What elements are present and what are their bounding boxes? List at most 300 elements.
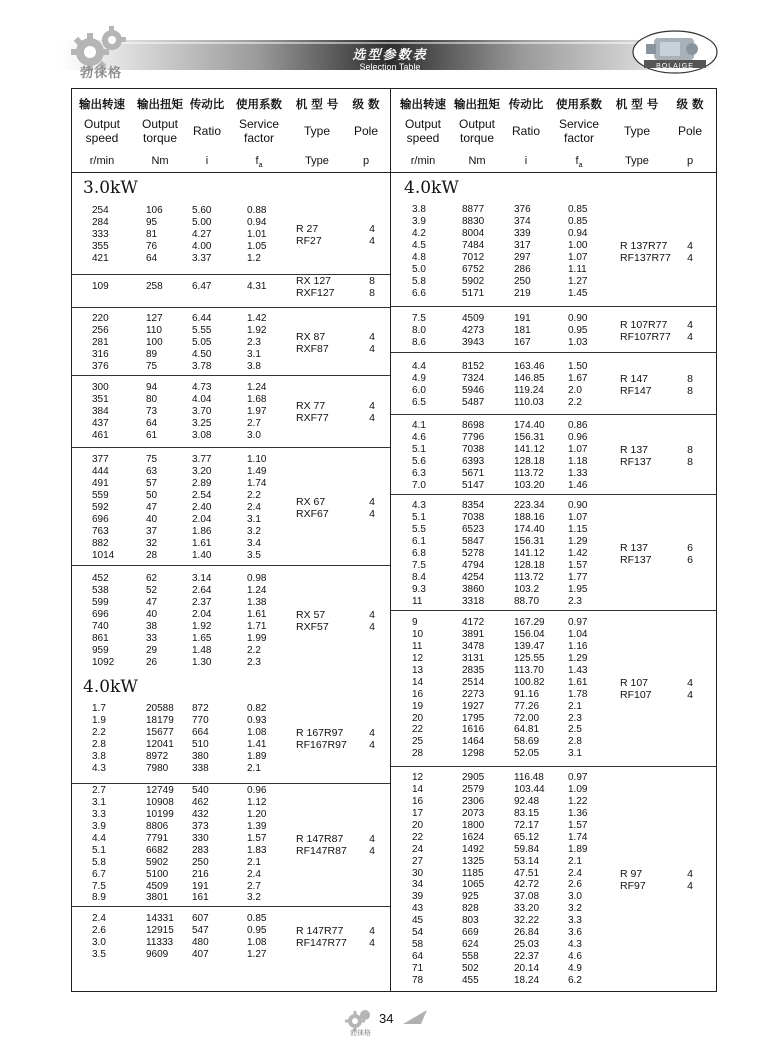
table-cell: 139.47 bbox=[514, 640, 545, 652]
table-row bbox=[0, 596, 700, 608]
table-cell: 1.74 bbox=[568, 831, 588, 843]
motor-type-line: R 147 bbox=[620, 372, 649, 385]
table-cell: 110 bbox=[146, 324, 162, 336]
table-cell: 4.73 bbox=[192, 382, 212, 393]
table-cell: 100 bbox=[146, 336, 163, 348]
table-cell: 432 bbox=[192, 808, 209, 820]
column-header-zh-text: 使用系数 bbox=[556, 97, 602, 111]
motor-type-line: RF107R77 bbox=[620, 330, 671, 343]
table-cell: 8152 bbox=[462, 361, 485, 372]
table-cell: 3.14 bbox=[192, 573, 212, 584]
table-cell: 6.6 bbox=[412, 287, 426, 299]
table-cell: 54 bbox=[412, 927, 424, 939]
column-header-unit bbox=[228, 151, 290, 170]
table-cell: 1.74 bbox=[247, 477, 267, 489]
table-cell: 5147 bbox=[462, 479, 485, 491]
table-cell: 376 bbox=[514, 204, 531, 215]
table-cell: 2.6 bbox=[568, 879, 582, 891]
column-header-zh-text: 传动比 bbox=[189, 97, 225, 111]
column-header-unit bbox=[665, 151, 715, 169]
table-cell: 7038 bbox=[462, 443, 485, 455]
table-cell: 0.98 bbox=[247, 573, 267, 584]
table-cell: 5278 bbox=[462, 547, 485, 559]
table-cell: 380 bbox=[192, 750, 209, 762]
table-cell: 669 bbox=[462, 927, 479, 939]
table-cell: 462 bbox=[192, 796, 209, 808]
motor-type-line: RXF57 bbox=[296, 620, 329, 633]
table-row bbox=[0, 856, 700, 868]
table-cell: 5.0 bbox=[412, 263, 426, 275]
table-cell: 3.70 bbox=[192, 405, 212, 417]
table-cell: 6.44 bbox=[192, 313, 212, 324]
table-cell: 1185 bbox=[462, 867, 484, 879]
table-cell: 4.6 bbox=[568, 951, 582, 963]
table-cell: 7.5 bbox=[92, 880, 106, 892]
table-row bbox=[0, 512, 700, 524]
pole-count bbox=[680, 677, 700, 701]
table-cell: 50 bbox=[146, 489, 158, 501]
table-cell: 7796 bbox=[462, 431, 485, 443]
table-cell: 33.20 bbox=[514, 903, 540, 915]
group-separator bbox=[391, 766, 717, 767]
table-cell: 8.4 bbox=[412, 571, 426, 583]
column-header-en-text: Pole bbox=[677, 124, 703, 139]
table-cell: 1.71 bbox=[247, 620, 267, 632]
pole-line: 4 bbox=[369, 936, 375, 949]
column-header-zh bbox=[131, 95, 189, 113]
table-cell: 1.48 bbox=[192, 644, 212, 656]
table-cell: 0.94 bbox=[568, 227, 588, 239]
table-cell: 373 bbox=[192, 820, 209, 832]
table-cell: 6.47 bbox=[192, 281, 212, 292]
table-cell: 9609 bbox=[146, 948, 169, 960]
table-cell: 3.0 bbox=[568, 891, 582, 903]
table-cell: 3.2 bbox=[568, 903, 582, 915]
table-cell: 592 bbox=[92, 501, 109, 513]
table-cell: 1.89 bbox=[247, 750, 267, 762]
pole-line: 4 bbox=[687, 251, 693, 264]
table-cell: 12749 bbox=[146, 785, 174, 796]
table-cell: 6.3 bbox=[412, 467, 426, 479]
table-cell: 6.8 bbox=[412, 547, 426, 559]
pole-line: 4 bbox=[687, 239, 693, 252]
table-cell: 664 bbox=[192, 726, 209, 738]
table-cell: 16 bbox=[412, 795, 424, 807]
table-cell: 1.27 bbox=[247, 948, 267, 960]
footer-arrow-icon bbox=[403, 1010, 427, 1024]
group-separator bbox=[391, 306, 717, 307]
motor-type-line: RF167R97 bbox=[296, 738, 347, 751]
table-cell: 28 bbox=[412, 748, 424, 760]
brand-name: 勃徕格 bbox=[80, 66, 123, 81]
table-cell: 333 bbox=[92, 228, 109, 240]
table-cell: 5100 bbox=[146, 868, 169, 880]
table-cell: 1.61 bbox=[568, 676, 588, 688]
table-cell: 91.16 bbox=[514, 688, 540, 700]
table-cell: 94 bbox=[146, 382, 158, 393]
table-cell: 64 bbox=[146, 417, 158, 429]
table-cell: 223.34 bbox=[514, 500, 545, 511]
table-cell: 6.0 bbox=[412, 384, 426, 396]
column-header-en bbox=[546, 117, 612, 147]
table-cell: 53.14 bbox=[514, 855, 540, 867]
table-cell: 103.20 bbox=[514, 479, 545, 491]
table-cell: 1.57 bbox=[568, 559, 588, 571]
table-row bbox=[0, 397, 700, 409]
table-cell: 696 bbox=[92, 608, 109, 620]
data-group bbox=[0, 204, 700, 300]
table-cell: 110.03 bbox=[514, 396, 544, 408]
table-cell: 81 bbox=[146, 228, 158, 240]
table-cell: 2.1 bbox=[568, 855, 582, 867]
table-cell: 2.4 bbox=[247, 868, 261, 880]
motor-type bbox=[620, 444, 652, 468]
column-header-zh bbox=[71, 95, 133, 113]
table-cell: 540 bbox=[192, 785, 209, 796]
table-cell: 12 bbox=[412, 772, 424, 783]
table-cell: 3891 bbox=[462, 628, 485, 640]
table-cell: 3860 bbox=[462, 583, 485, 595]
table-cell: 25 bbox=[412, 736, 424, 748]
motor-type-line: RF137 bbox=[620, 553, 652, 566]
table-cell: 14 bbox=[412, 783, 424, 795]
table-cell: 452 bbox=[92, 573, 109, 584]
table-cell: 1.61 bbox=[247, 608, 267, 620]
table-cell: 1.27 bbox=[568, 275, 588, 287]
table-cell: 2.3 bbox=[247, 336, 261, 348]
table-cell: 7.5 bbox=[412, 559, 426, 571]
table-cell: 421 bbox=[92, 252, 109, 264]
table-cell: 32.22 bbox=[514, 915, 540, 927]
table-cell: 12 bbox=[412, 652, 424, 664]
table-cell: 1927 bbox=[462, 700, 485, 712]
table-cell: 1.41 bbox=[247, 738, 267, 750]
group-separator bbox=[391, 494, 717, 495]
table-cell: 1.03 bbox=[568, 336, 588, 348]
table-cell: 1.24 bbox=[247, 584, 267, 596]
table-cell: 4.3 bbox=[92, 762, 106, 774]
table-row bbox=[0, 784, 700, 796]
table-row bbox=[0, 385, 700, 397]
table-cell: 0.82 bbox=[247, 703, 267, 714]
pole-line: 6 bbox=[687, 541, 693, 554]
column-header-unit-text: Type bbox=[305, 155, 329, 167]
table-cell: 26.84 bbox=[514, 927, 540, 939]
table-row bbox=[0, 560, 700, 572]
table-cell: 338 bbox=[192, 762, 209, 774]
table-row bbox=[0, 665, 700, 677]
table-cell: 1.36 bbox=[568, 807, 588, 819]
table-cell: 3.1 bbox=[247, 513, 261, 525]
pole-line: 4 bbox=[687, 688, 693, 701]
table-row bbox=[0, 903, 700, 915]
table-cell: 174.40 bbox=[514, 420, 545, 431]
table-cell: 1.42 bbox=[568, 547, 588, 559]
pole-line: 4 bbox=[369, 844, 375, 857]
table-cell: 2.2 bbox=[247, 644, 261, 656]
table-cell: 3.0 bbox=[247, 429, 261, 441]
table-cell: 0.94 bbox=[247, 216, 267, 228]
table-cell: 163.46 bbox=[514, 361, 545, 372]
table-row bbox=[0, 240, 700, 252]
table-cell: 4.1 bbox=[412, 420, 426, 431]
table-cell: 0.85 bbox=[247, 913, 267, 924]
table-cell: 11 bbox=[412, 595, 423, 607]
table-row bbox=[0, 216, 700, 228]
table-cell: 502 bbox=[462, 963, 479, 974]
table-cell: 1.39 bbox=[247, 820, 267, 832]
table-cell: 5.00 bbox=[192, 216, 212, 228]
pole-line: 8 bbox=[687, 372, 693, 385]
table-cell: 258 bbox=[146, 281, 163, 292]
motor-type bbox=[620, 319, 671, 343]
table-cell: 4.3 bbox=[412, 500, 426, 511]
data-group bbox=[0, 313, 700, 349]
table-cell: 7.5 bbox=[412, 313, 426, 324]
motor-type bbox=[620, 677, 652, 701]
motor-type-line: R 97 bbox=[620, 867, 643, 880]
table-cell: 300 bbox=[92, 382, 109, 393]
table-row bbox=[0, 963, 700, 975]
table-cell: 188.16 bbox=[514, 511, 545, 523]
column-header-unit-text: i bbox=[205, 155, 209, 167]
table-cell: 1.22 bbox=[568, 795, 588, 807]
table-cell: 58.69 bbox=[514, 736, 540, 748]
column-header-en-text: Output speed bbox=[404, 117, 442, 145]
pole-line: 4 bbox=[369, 620, 375, 633]
table-cell: 2.7 bbox=[247, 880, 261, 892]
pole-count bbox=[680, 868, 700, 892]
motor-type-line: R 107R77 bbox=[620, 318, 668, 331]
motor-type-line: RF27 bbox=[296, 234, 322, 247]
table-cell: 5.8 bbox=[412, 275, 426, 287]
table-row bbox=[0, 713, 700, 725]
table-cell: 559 bbox=[92, 489, 109, 501]
unit-subscript: a bbox=[578, 162, 583, 170]
table-cell: 740 bbox=[92, 620, 109, 632]
table-cell: 3.20 bbox=[192, 465, 212, 477]
table-cell: 0.96 bbox=[247, 785, 267, 796]
table-cell: 1.00 bbox=[568, 239, 588, 251]
table-cell: 80 bbox=[146, 393, 158, 405]
table-cell: 1.07 bbox=[568, 443, 588, 455]
table-cell: 510 bbox=[192, 738, 209, 750]
column-header-zh-text: 级 数 bbox=[352, 97, 380, 111]
table-cell: 1.08 bbox=[247, 726, 267, 738]
table-cell: 167 bbox=[514, 336, 531, 348]
table-cell: 1.57 bbox=[247, 832, 267, 844]
table-cell: 156.31 bbox=[514, 431, 545, 443]
table-row bbox=[0, 429, 700, 444]
table-row bbox=[0, 891, 700, 903]
pole-line: 4 bbox=[369, 411, 375, 424]
table-cell: 146.85 bbox=[514, 372, 545, 384]
pole-line: 8 bbox=[687, 384, 693, 397]
table-cell: 1.10 bbox=[247, 454, 267, 465]
table-row bbox=[0, 313, 700, 325]
table-cell: 161 bbox=[192, 892, 209, 904]
table-cell: 384 bbox=[92, 405, 109, 417]
pole-line: 4 bbox=[687, 867, 693, 880]
table-cell: 351 bbox=[92, 393, 109, 405]
table-cell: 4.00 bbox=[192, 240, 212, 252]
table-cell: 12915 bbox=[146, 924, 174, 936]
table-cell: 4254 bbox=[462, 571, 485, 583]
motor-type-line: RF137 bbox=[620, 455, 652, 468]
table-cell: 6682 bbox=[146, 844, 169, 856]
table-cell: 167.29 bbox=[514, 617, 545, 628]
table-cell: 0.88 bbox=[247, 205, 267, 216]
column-header-en-text: Output torque bbox=[141, 117, 179, 145]
table-row bbox=[0, 373, 700, 385]
column-header-en bbox=[131, 117, 189, 147]
table-cell: 19 bbox=[412, 700, 424, 712]
table-cell: 1.67 bbox=[568, 372, 588, 384]
table-cell: 72.17 bbox=[514, 819, 540, 831]
motor-type-line: RXF67 bbox=[296, 507, 329, 520]
table-cell: 16 bbox=[412, 688, 424, 700]
page-number: 34 bbox=[379, 1011, 394, 1026]
column-header-en-text: Output speed bbox=[83, 117, 121, 145]
table-row bbox=[0, 572, 700, 584]
table-cell: 8004 bbox=[462, 227, 485, 239]
table-cell: 607 bbox=[192, 913, 209, 924]
table-cell: 95 bbox=[146, 216, 158, 228]
table-cell: 174.40 bbox=[514, 523, 545, 535]
table-cell: 1.65 bbox=[192, 632, 212, 644]
column-header-zh-text: 使用系数 bbox=[236, 97, 282, 111]
table-cell: 1092 bbox=[92, 656, 115, 668]
table-row bbox=[0, 465, 700, 480]
table-cell: 480 bbox=[192, 936, 209, 948]
table-cell: 2.89 bbox=[192, 477, 212, 489]
table-cell: 254 bbox=[92, 205, 109, 216]
table-cell: 3.2 bbox=[247, 892, 261, 904]
column-header-en bbox=[502, 117, 550, 147]
table-cell: 64.81 bbox=[514, 724, 540, 736]
table-cell: 5902 bbox=[146, 856, 169, 868]
table-cell: 330 bbox=[192, 832, 209, 844]
group-separator bbox=[391, 610, 717, 611]
table-cell: 106 bbox=[146, 205, 163, 216]
table-cell: 2.37 bbox=[192, 596, 212, 608]
table-cell: 8830 bbox=[462, 215, 485, 227]
pole-count bbox=[680, 240, 700, 264]
table-cell: 2.7 bbox=[92, 785, 106, 796]
motor-type-line: R 107 bbox=[620, 676, 649, 689]
table-cell: 3.9 bbox=[92, 820, 106, 832]
group-separator bbox=[391, 414, 717, 415]
table-cell: 599 bbox=[92, 596, 109, 608]
table-row bbox=[0, 868, 700, 880]
table-cell: 113.72 bbox=[514, 467, 544, 479]
table-cell: 5.1 bbox=[92, 844, 106, 856]
table-cell: 128.18 bbox=[514, 455, 545, 467]
motor-type-line: RF97 bbox=[620, 879, 646, 892]
table-cell: 5.05 bbox=[192, 336, 212, 348]
table-cell: 2.04 bbox=[192, 513, 212, 525]
table-cell: 2514 bbox=[462, 676, 485, 688]
table-cell: 3.8 bbox=[92, 750, 106, 762]
table-cell: 1.08 bbox=[247, 936, 267, 948]
table-cell: 8972 bbox=[146, 750, 169, 762]
table-cell: 3.8 bbox=[247, 360, 261, 372]
table-cell: 872 bbox=[192, 703, 209, 714]
table-row bbox=[0, 536, 700, 548]
column-header-unit-text: Nm bbox=[468, 155, 486, 167]
column-header-en-text: Type bbox=[623, 124, 650, 139]
column-header-unit-text: Nm bbox=[151, 155, 169, 167]
column-header-zh bbox=[449, 95, 505, 113]
table-cell: 26 bbox=[146, 656, 158, 668]
table-cell: 3.5 bbox=[92, 948, 106, 960]
motor-type-line: RF107 bbox=[620, 688, 652, 701]
table-cell: 3.8 bbox=[412, 204, 426, 215]
table-cell: 4.8 bbox=[412, 251, 426, 263]
motor-type-line: R 137 bbox=[620, 541, 649, 554]
table-row bbox=[0, 361, 700, 373]
table-cell: 37 bbox=[146, 525, 158, 537]
table-cell: 0.85 bbox=[568, 204, 588, 215]
table-cell: 28 bbox=[146, 549, 158, 561]
column-header-en-text: Type bbox=[303, 124, 330, 139]
column-header-zh-text: 机 型 号 bbox=[295, 97, 339, 111]
table-row bbox=[0, 689, 700, 701]
table-row bbox=[0, 653, 700, 665]
table-cell: 127 bbox=[146, 313, 163, 324]
table-cell: 1.09 bbox=[568, 783, 588, 795]
pole-line: 4 bbox=[369, 330, 375, 343]
table-cell: 72.00 bbox=[514, 712, 540, 724]
table-cell: 10908 bbox=[146, 796, 174, 808]
table-cell: 5.8 bbox=[92, 856, 106, 868]
table-row bbox=[0, 337, 700, 349]
table-cell: 1014 bbox=[92, 549, 115, 561]
column-header-zh-text: 输出扭矩 bbox=[137, 97, 183, 111]
table-cell: 88.70 bbox=[514, 595, 540, 607]
table-cell: 959 bbox=[92, 644, 109, 656]
table-cell: 191 bbox=[192, 880, 209, 892]
table-cell: 256 bbox=[92, 324, 109, 336]
pole-line: 4 bbox=[369, 234, 375, 247]
table-cell: 5847 bbox=[462, 535, 485, 547]
column-header-unit-text: $f_a$ bbox=[575, 155, 583, 170]
table-row bbox=[0, 276, 700, 288]
table-cell: 73 bbox=[146, 405, 158, 417]
table-cell: 4.50 bbox=[192, 348, 212, 360]
table-cell: 6.1 bbox=[412, 535, 426, 547]
table-cell: 2306 bbox=[462, 795, 485, 807]
table-cell: 38 bbox=[146, 620, 158, 632]
column-header-zh bbox=[342, 95, 390, 113]
pole-line: 4 bbox=[687, 879, 693, 892]
table-cell: 4.4 bbox=[412, 361, 426, 372]
table-cell: 8.0 bbox=[412, 324, 426, 336]
table-cell: 109 bbox=[92, 281, 109, 292]
table-cell: 20588 bbox=[146, 703, 174, 714]
table-row bbox=[0, 772, 700, 784]
table-row bbox=[0, 456, 700, 468]
column-header-zh-text: 输出转速 bbox=[400, 97, 446, 111]
table-row bbox=[0, 641, 700, 653]
table-cell: 1.57 bbox=[568, 819, 588, 831]
table-cell: 75 bbox=[146, 360, 158, 372]
table-row bbox=[0, 748, 700, 760]
table-cell: 59.84 bbox=[514, 843, 540, 855]
table-cell: 2.8 bbox=[568, 736, 582, 748]
table-cell: 116.48 bbox=[514, 772, 544, 783]
table-cell: 1800 bbox=[462, 819, 485, 831]
